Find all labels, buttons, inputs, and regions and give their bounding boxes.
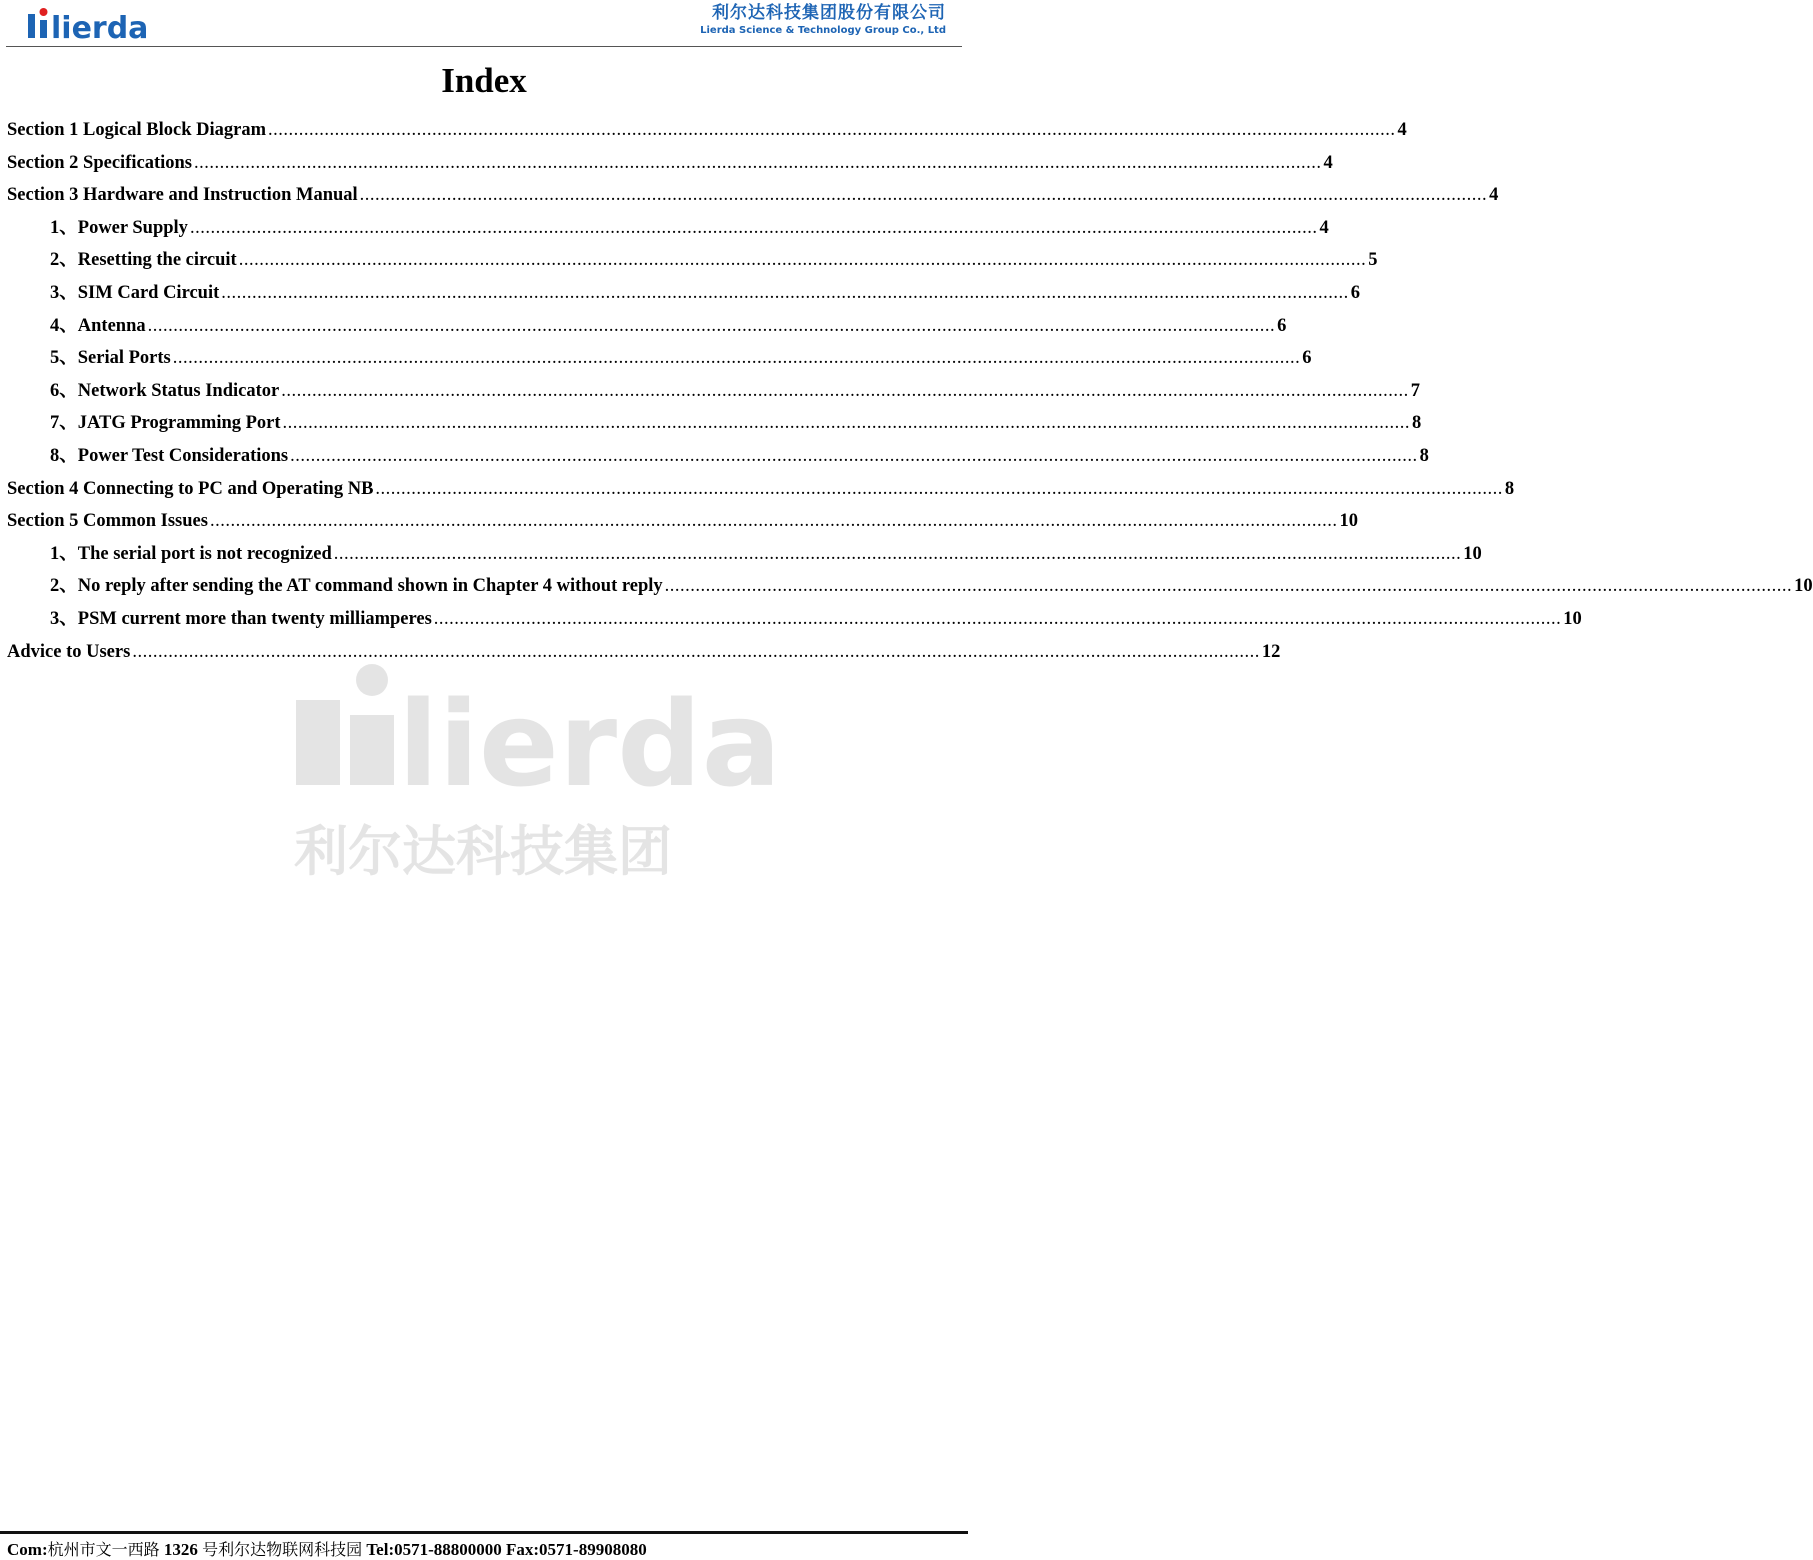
toc-entry[interactable] xyxy=(7,150,1333,183)
toc-leader: ............................................................................................................................................................................................................................ xyxy=(333,543,1462,564)
header-divider xyxy=(6,46,962,47)
toc-entry[interactable] xyxy=(7,476,1515,509)
toc-entry-label: The serial port is not recognized xyxy=(77,543,332,564)
toc-leader: ............................................................................................................................................................................................................................ xyxy=(221,282,1349,303)
toc-leader: ............................................................................................................................................................................................................................ xyxy=(132,641,1260,662)
toc-subentry[interactable] xyxy=(7,345,1312,378)
toc-entry[interactable] xyxy=(7,117,1407,150)
toc-entry-label: Antenna xyxy=(77,315,146,336)
footer-divider xyxy=(0,1531,968,1534)
toc-entry-label: PSM current more than twenty milliamperes xyxy=(77,608,432,629)
toc-entry-label: Serial Ports xyxy=(77,348,171,369)
toc-page-number: 8 xyxy=(1419,445,1429,466)
toc-entry-number: 2、 xyxy=(50,576,78,597)
toc-leader: ............................................................................................................................................................................................................................ xyxy=(664,576,1793,597)
toc-entry-number: 5、 xyxy=(50,348,78,369)
svg-text:lierda: lierda xyxy=(51,11,149,46)
toc-subentry[interactable] xyxy=(7,247,1378,280)
toc-entry-number: 8、 xyxy=(50,445,78,466)
toc-leader: ............................................................................................................................................................................................................................ xyxy=(375,478,1503,499)
toc-entry-number: 6、 xyxy=(50,380,78,401)
toc-subentry[interactable] xyxy=(7,443,1429,476)
toc-page-number: 4 xyxy=(1489,185,1499,206)
toc-entry-number: 3、 xyxy=(50,608,78,629)
toc-entry-label: Power Test Considerations xyxy=(77,445,289,466)
toc-page-number: 8 xyxy=(1412,413,1422,434)
toc-subentry[interactable] xyxy=(7,573,1813,606)
toc-subentry[interactable] xyxy=(7,313,1287,346)
toc-subentry[interactable] xyxy=(7,280,1361,313)
toc-page-number: 6 xyxy=(1302,348,1312,369)
toc-entry[interactable] xyxy=(7,182,1499,215)
footer-contact: Tel:0571-88800000 Fax:0571-89908080 xyxy=(366,1540,647,1559)
toc-entry-label: JATG Programming Port xyxy=(77,413,281,434)
toc-entry[interactable] xyxy=(7,508,1358,541)
toc-leader: ............................................................................................................................................................................................................................ xyxy=(147,315,1276,336)
toc-page-number: 10 xyxy=(1339,511,1358,532)
toc-entry-label: Power Supply xyxy=(77,217,188,238)
toc-page-number: 4 xyxy=(1319,217,1329,238)
toc-page-number: 6 xyxy=(1350,282,1361,303)
toc-entry-number: 2、 xyxy=(50,250,78,271)
page-title: Index xyxy=(441,61,527,100)
toc-leader: ............................................................................................................................................................................................................................ xyxy=(359,185,1488,206)
page-footer xyxy=(7,1537,647,1560)
toc-leader: ............................................................................................................................................................................................................................ xyxy=(267,120,1396,140)
toc-page-number: 7 xyxy=(1410,380,1420,401)
toc-entry-number: 3、 xyxy=(50,282,78,303)
toc-subentry[interactable] xyxy=(7,606,1582,639)
toc-entry-label: Network Status Indicator xyxy=(77,380,280,401)
toc-page-number: 10 xyxy=(1463,543,1482,564)
toc-page-number: 4 xyxy=(1323,152,1333,173)
toc-subentry[interactable] xyxy=(7,410,1422,443)
toc-entry-number: 1、 xyxy=(50,543,78,564)
toc-leader: ............................................................................................................................................................................................................................ xyxy=(209,511,1338,532)
toc-page-number: 5 xyxy=(1368,250,1378,271)
toc-entry-label: Section 4 Connecting to PC and Operating NB xyxy=(7,478,374,499)
toc-entry-label: Section 5 Common Issues xyxy=(7,511,208,532)
toc-entry-number: 1、 xyxy=(50,217,78,238)
toc-page-number: 12 xyxy=(1261,641,1281,662)
company-name-cn: 利尔达科技集团股份有限公司 xyxy=(712,3,946,23)
toc-page-number: 10 xyxy=(1794,576,1813,597)
toc-entry-label: Section 3 Hardware and Instruction Manual xyxy=(7,185,358,206)
footer-address-cn: 杭州市文一西路 xyxy=(47,1540,160,1559)
toc-entry-label: Section 2 Specifications xyxy=(7,152,192,173)
table-of-contents xyxy=(7,117,1813,671)
lierda-logo xyxy=(24,2,154,46)
company-name xyxy=(700,2,946,38)
toc-entry-number: 4、 xyxy=(50,315,78,336)
toc-page-number: 6 xyxy=(1277,315,1287,336)
toc-leader: ............................................................................................................................................................................................................................ xyxy=(238,250,1367,271)
toc-page-number: 8 xyxy=(1504,478,1515,499)
toc-leader: ............................................................................................................................................................................................................................ xyxy=(290,445,1418,466)
svg-text:利尔达科技集团: 利尔达科技集团 xyxy=(294,820,672,883)
toc-subentry[interactable] xyxy=(7,541,1482,574)
footer-com-label: Com: xyxy=(7,1540,48,1559)
svg-text:lierda: lierda xyxy=(398,675,782,813)
toc-entry-label: Section 1 Logical Block Diagram xyxy=(7,120,266,140)
footer-address-cn2: 号利尔达物联网科技园 xyxy=(202,1540,363,1559)
toc-entry-label: SIM Card Circuit xyxy=(77,282,220,303)
footer-address-number: 1326 xyxy=(163,1540,198,1559)
toc-leader: ............................................................................................................................................................................................................................ xyxy=(282,413,1411,434)
toc-subentry[interactable] xyxy=(7,215,1329,248)
toc-entry-label: Resetting the circuit xyxy=(77,250,237,271)
toc-entry-label: No reply after sending the AT command shown in Chapter 4 without reply xyxy=(77,576,663,597)
toc-leader: ............................................................................................................................................................................................................................ xyxy=(189,217,1318,238)
lierda-watermark xyxy=(290,660,782,883)
toc-leader: ............................................................................................................................................................................................................................ xyxy=(194,152,1322,173)
toc-page-number: 4 xyxy=(1397,120,1407,140)
toc-leader: ............................................................................................................................................................................................................................ xyxy=(172,348,1301,369)
toc-entry-number: 7、 xyxy=(50,413,78,434)
toc-entry-label: Advice to Users xyxy=(7,641,131,662)
toc-subentry[interactable] xyxy=(7,378,1420,411)
toc-leader: ............................................................................................................................................................................................................................ xyxy=(281,380,1409,401)
toc-page-number: 10 xyxy=(1563,608,1582,629)
page-header xyxy=(0,0,968,48)
toc-leader: ............................................................................................................................................................................................................................ xyxy=(433,608,1562,629)
company-name-en: Lierda Science & Technology Group Co., Ltd xyxy=(700,25,946,36)
